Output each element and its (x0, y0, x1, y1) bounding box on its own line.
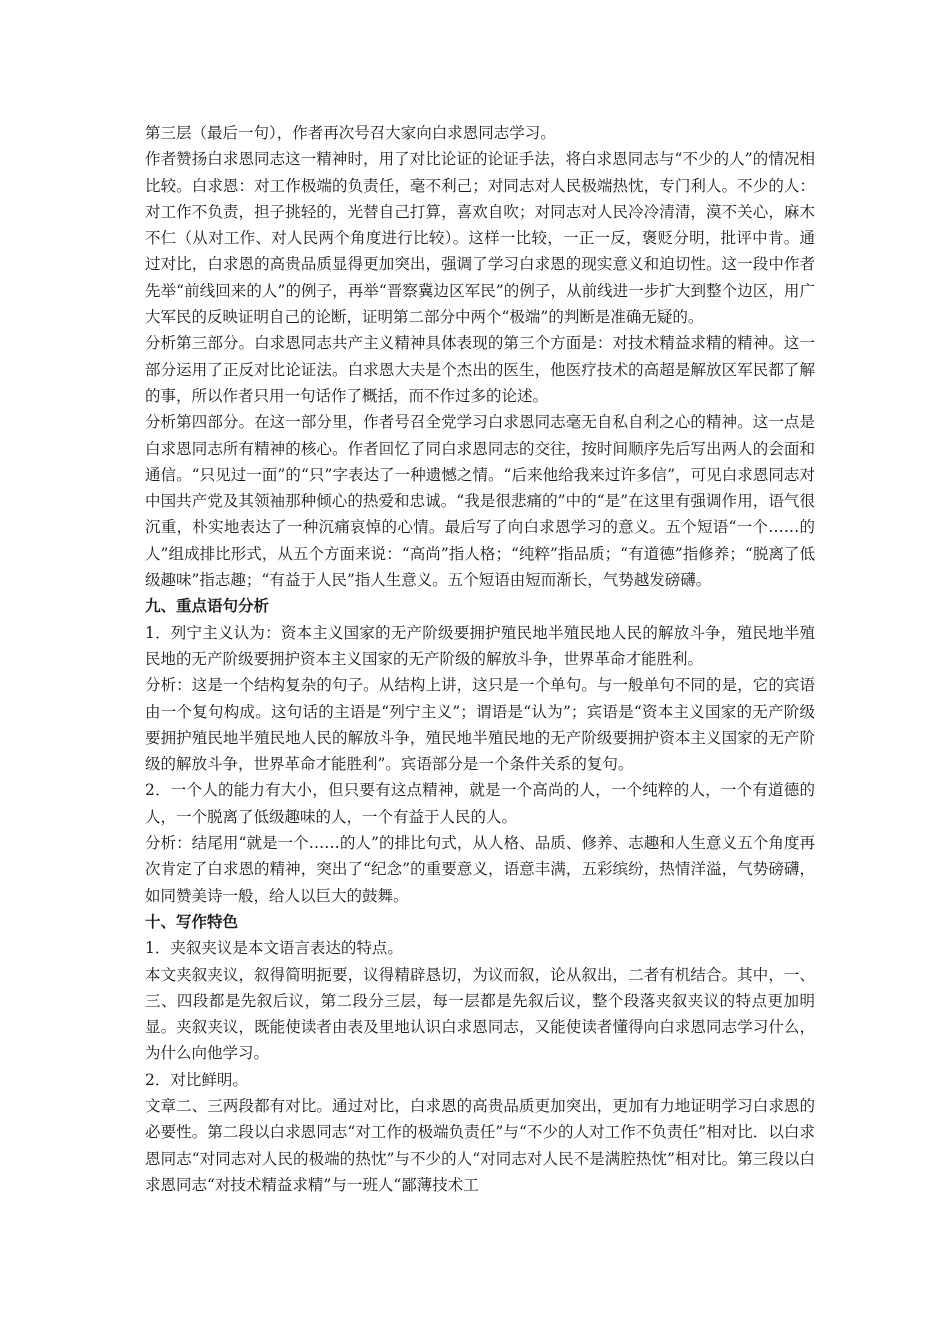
paragraph: 作者赞扬白求恩同志这一精神时，用了对比论证的论证手法，将白求恩同志与“不少的人”的情况相比较。白求恩：对工作极端的负责任，毫不利己；对同志对人民极端热忱，专门利人。不少的人：对工作不负责，担子挑轻的，光替自己打算，喜欢自吹；对同志对人民冷冷清清，漠不关心，麻木不仁（从对工作、对人民两个角度进行比较）。这样一比较，一正一反，褒贬分明，批评中肯。通过对比，白求恩的高贵品质显得更加突出，强调了学习白求恩的现实意义和迫切性。这一段中作者先举“前线回来的人”的例子，再举“晋察冀边区军民”的例子，从前线进一步扩大到整个边区，用广大军民的反映证明自己的论断，证明第二部分中两个“极端”的判断是准确无疑的。 (145, 150, 815, 327)
paragraph: 1．夹叙夹议是本文语言表达的特点。 (145, 939, 403, 958)
paragraph: 第三层（最后一句），作者再次号召大家向白求恩同志学习。 (145, 124, 556, 142)
paragraph: 1．列宁主义认为：资本主义国家的无产阶级要拥护殖民地半殖民地人民的解放斗争，殖民地半殖民地的无产阶级要拥护资本主义国家的无产阶级的解放斗争，世界革命才能胜利。 (145, 623, 815, 668)
section-heading: 九、重点语句分析 (145, 597, 270, 616)
paragraph: 2．一个人的能力有大小，但只要有这点精神，就是一个高尚的人，一个纯粹的人，一个有道德的人，一个脱离了低级趣味的人，一个有益于人民的人。 (145, 781, 815, 826)
paragraph: 分析：这是一个结构复杂的句子。从结构上讲，这只是一个单句。与一般单句不同的是，它的宾语由一个复句构成。这句话的主语是“列宁主义”；谓语是“认为”；宾语是“资本主义国家的无产阶级要拥护殖民地半殖民地人民的解放斗争，殖民地半殖民地的无产阶级要拥护资本主义国家的无产阶级的解放斗争，世界革命才能胜利”。宾语部分是一个条件关系的复句。 (145, 676, 815, 774)
paragraph: 分析第四部分。在这一部分里，作者号召全党学习白求恩同志毫无自私自利之心的精神。这一点是白求恩同志所有精神的核心。作者回忆了同白求恩同志的交往，按时间顺序先后写出两人的会面和通信。“只见过一面”的“只”字表达了一种遗憾之情。“后来他给我来过许多信”，可见白求恩同志对中国共产党及其领袖那种倾心的热爱和忠诚。“我是很悲痛的”中的“是”在这里有强调作用，语气很沉重，朴实地表达了一种沉痛哀悼的心情。最后写了向白求恩学习的意义。五个短语“一个……的人”组成排比形式，从五个方面来说：“高尚”指人格；“纯粹”指品质；“有道德”指修养；“脱离了低级趣味”指志趣；“有益于人民”指人生意义。五个短语由短而渐长，气势越发磅礴。 (145, 413, 815, 590)
paragraph: 2．对比鲜明。 (145, 1070, 248, 1089)
paragraph: 文章二、三两段都有对比。通过对比，白求恩的高贵品质更加突出，更加有力地证明学习白求恩的必要性。第二段以白求恩同志“对工作的极端负责任”与“不少的人对工作不负责任”相对比．以白求恩同志“对同志对人民的极端的热忱”与不少的人“对同志对人民不是满腔热忱”相对比。第三段以白求恩同志“对技术精益求精”与一班人“鄙薄技术工 (145, 1096, 815, 1194)
paragraph: 分析第三部分。白求恩同志共产主义精神具体表现的第三个方面是：对技术精益求精的精神。这一部分运用了正反对比论证法。白求恩大夫是个杰出的医生，他医疗技术的高超是解放区军民都了解的事，所以作者只用一句话作了概括，而不作过多的论述。 (145, 334, 815, 405)
paragraph: 本文夹叙夹议，叙得简明扼要，议得精辟恳切，为议而叙，论从叙出，二者有机结合。其中，一、三、四段都是先叙后议，第二段分三层，每一层都是先叙后议，整个段落夹叙夹议的特点更加明显。夹叙夹议，既能使读者由表及里地认识白求恩同志，又能使读者懂得向白求恩同志学习什么，为什么向他学习。 (145, 965, 815, 1063)
section-heading: 十、写作特色 (145, 912, 239, 931)
paragraph: 分析：结尾用“就是一个……的人”的排比句式，从人格、品质、修养、志趣和人生意义五个角度再次肯定了白求恩的精神，突出了“纪念”的重要意义，语意丰满，五彩缤纷，热情洋溢，气势磅礴，如同赞美诗一般，给人以巨大的鼓舞。 (145, 834, 815, 905)
document-page (145, 120, 815, 1198)
